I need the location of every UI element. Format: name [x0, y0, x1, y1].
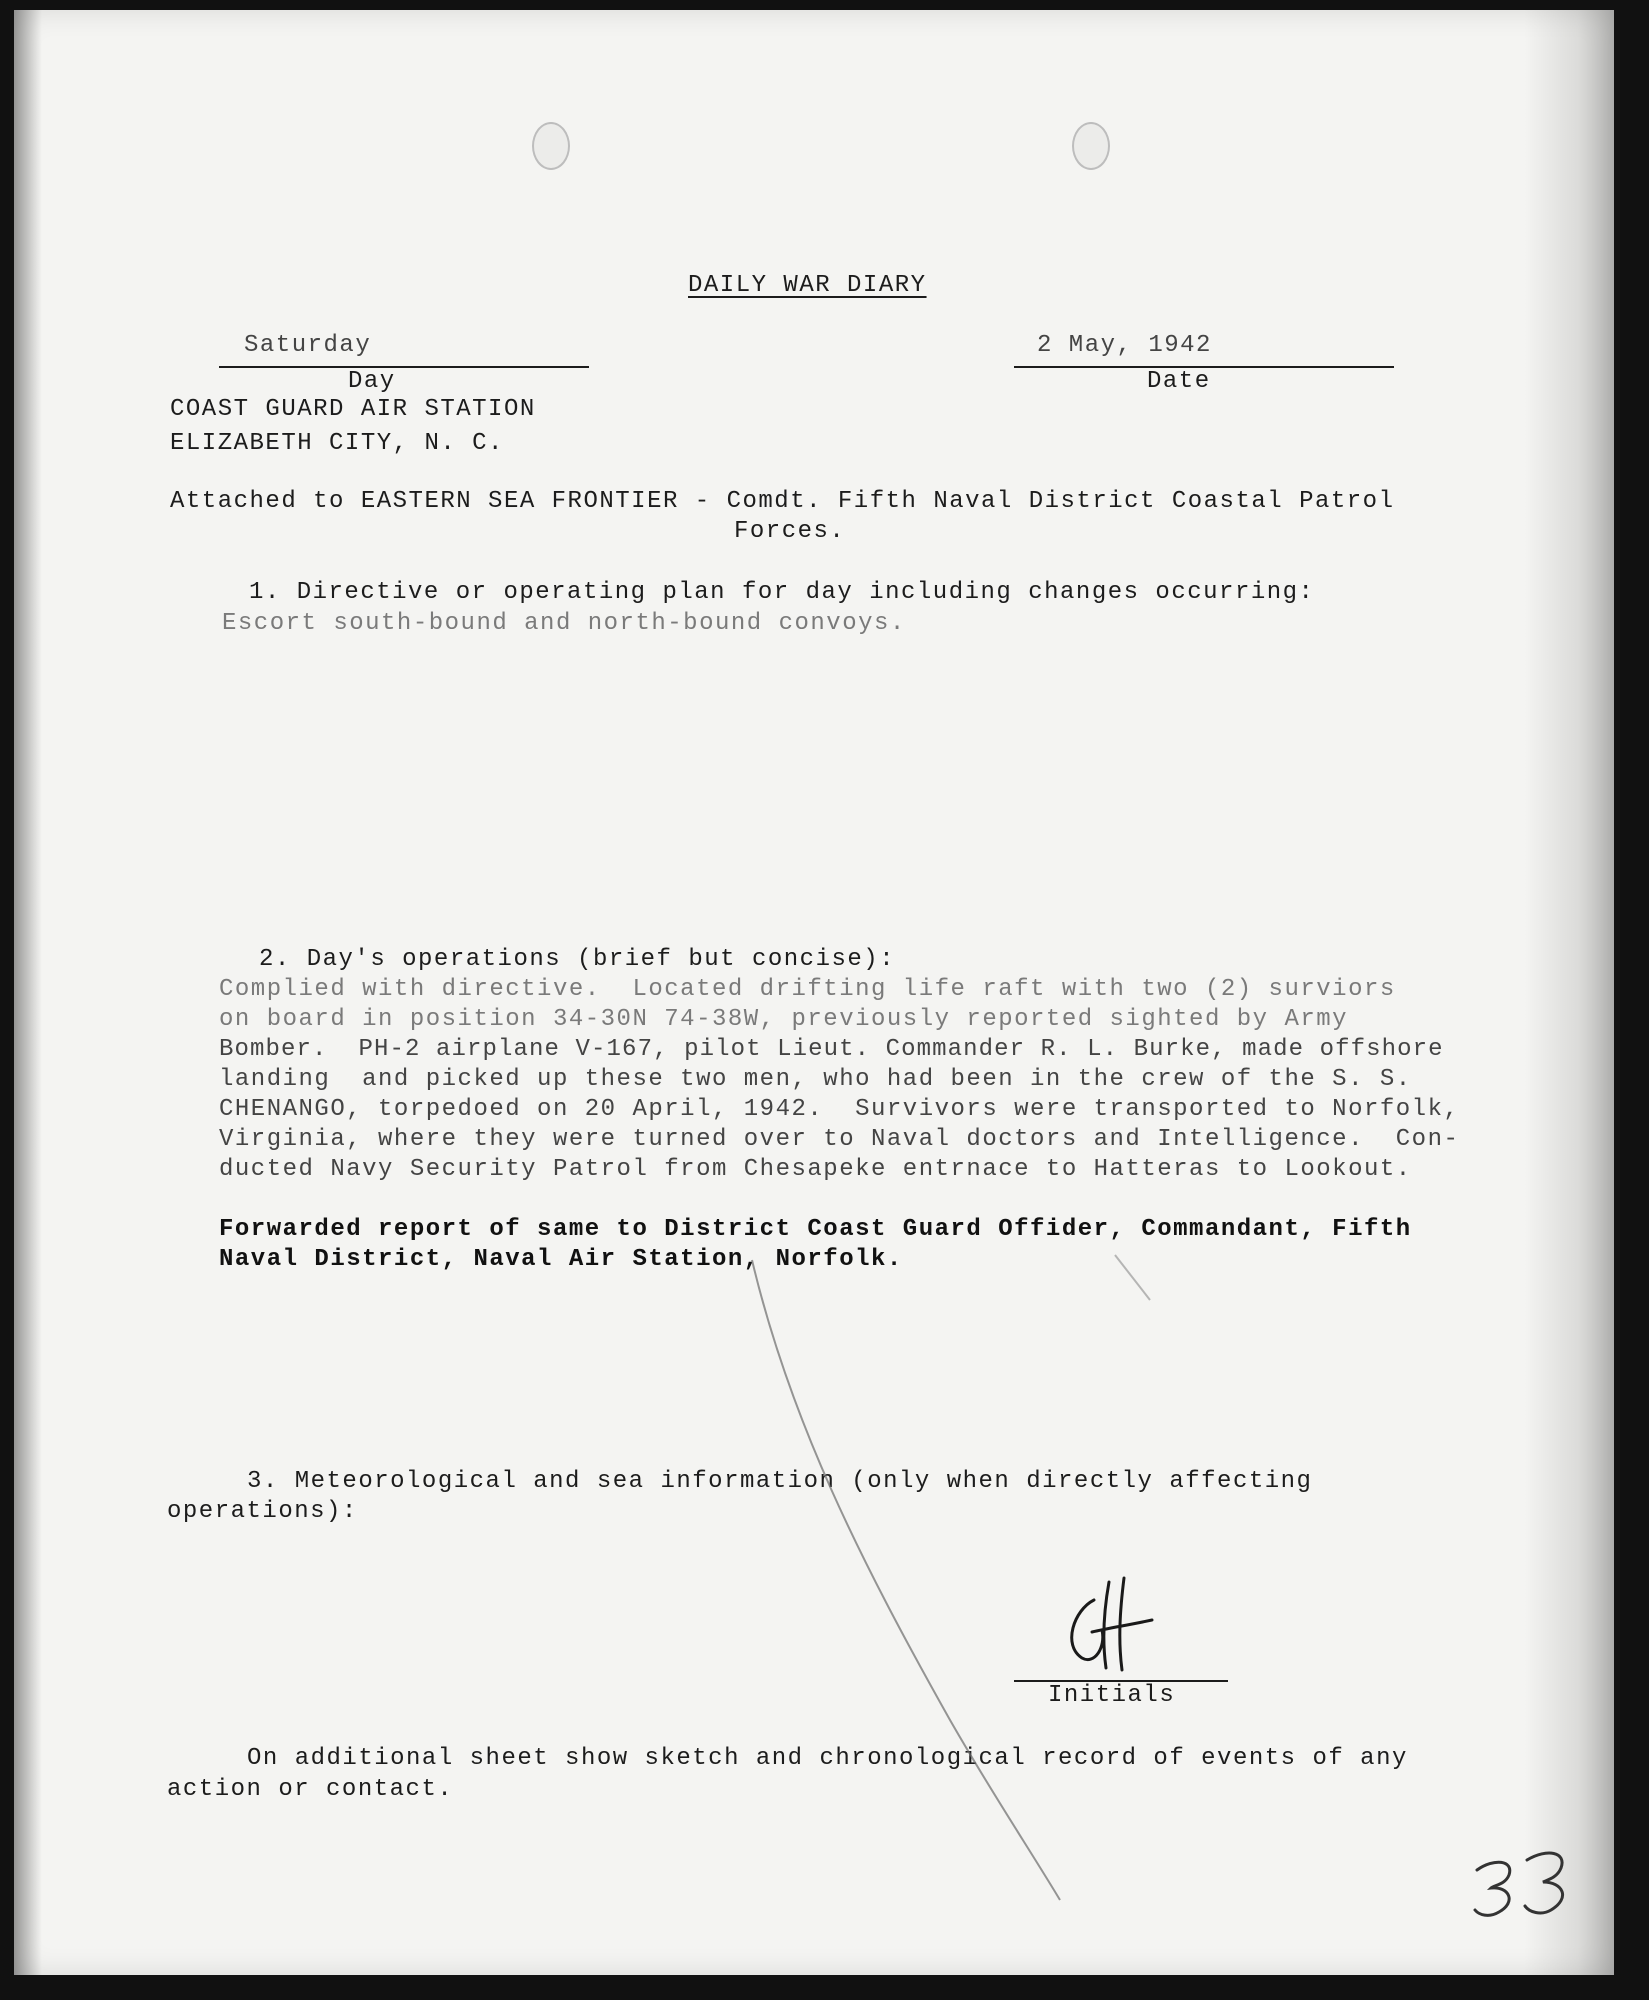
- initials-label: Initials: [1048, 1682, 1176, 1709]
- punch-hole-left: [532, 122, 570, 170]
- station-line-1: COAST GUARD AIR STATION: [170, 396, 536, 423]
- section-2-line-1: Complied with directive. Located drifting life raft with two (2) surviors: [219, 976, 1396, 1003]
- attached-line-1: Attached to EASTERN SEA FRONTIER - Comdt. Fifth Naval District Coastal Patrol: [170, 488, 1395, 515]
- date-label: Date: [1147, 368, 1211, 395]
- station-line-2: ELIZABETH CITY, N. C.: [170, 430, 504, 457]
- forward-line-1: Forwarded report of same to District Coast Guard Offider, Commandant, Fifth: [219, 1216, 1412, 1243]
- page-mark: [1469, 1840, 1589, 1930]
- section-2-line-4: landing and picked up these two men, who had been in the crew of the S. S.: [219, 1066, 1412, 1093]
- day-rule: [219, 366, 589, 368]
- attached-line-2: Forces.: [734, 518, 846, 545]
- section-2-line-5: CHENANGO, torpedoed on 20 April, 1942. Survivors were transported to Norfolk,: [219, 1096, 1460, 1123]
- section-2-line-6: Virginia, where they were turned over to Naval doctors and Intelligence. Con-: [219, 1126, 1460, 1153]
- date-value: 2 May, 1942: [1037, 332, 1212, 359]
- document-title: DAILY WAR DIARY: [688, 272, 927, 299]
- sheet-right-shadow: [1524, 10, 1614, 1975]
- day-label: Day: [348, 368, 396, 395]
- section-2-line-2: on board in position 34-30N 74-38W, previously reported sighted by Army: [219, 1006, 1349, 1033]
- section-1-body: Escort south-bound and north-bound convoys.: [222, 610, 906, 637]
- section-3-heading-line-2: operations):: [167, 1498, 358, 1525]
- punch-hole-right: [1072, 122, 1110, 170]
- section-3-heading-line-1: 3. Meteorological and sea information (only when directly affecting: [247, 1468, 1313, 1495]
- section-2-line-3: Bomber. PH-2 airplane V-167, pilot Lieut. Commander R. L. Burke, made offshore: [219, 1036, 1444, 1063]
- section-2-line-7: ducted Navy Security Patrol from Chesapeke entrnace to Hatteras to Lookout.: [219, 1156, 1412, 1183]
- document-sheet: [14, 10, 1614, 1975]
- sheet-left-edge: [14, 10, 42, 1975]
- forward-line-2: Naval District, Naval Air Station, Norfolk.: [219, 1246, 903, 1273]
- initials-signature: [1054, 1570, 1164, 1680]
- footer-line-2: action or contact.: [167, 1776, 454, 1803]
- section-1-heading: 1. Directive or operating plan for day including changes occurring:: [249, 579, 1315, 606]
- footer-line-1: On additional sheet show sketch and chronological record of events of any: [247, 1745, 1408, 1772]
- day-value: Saturday: [244, 332, 372, 359]
- section-2-heading: 2. Day's operations (brief but concise):: [259, 946, 896, 973]
